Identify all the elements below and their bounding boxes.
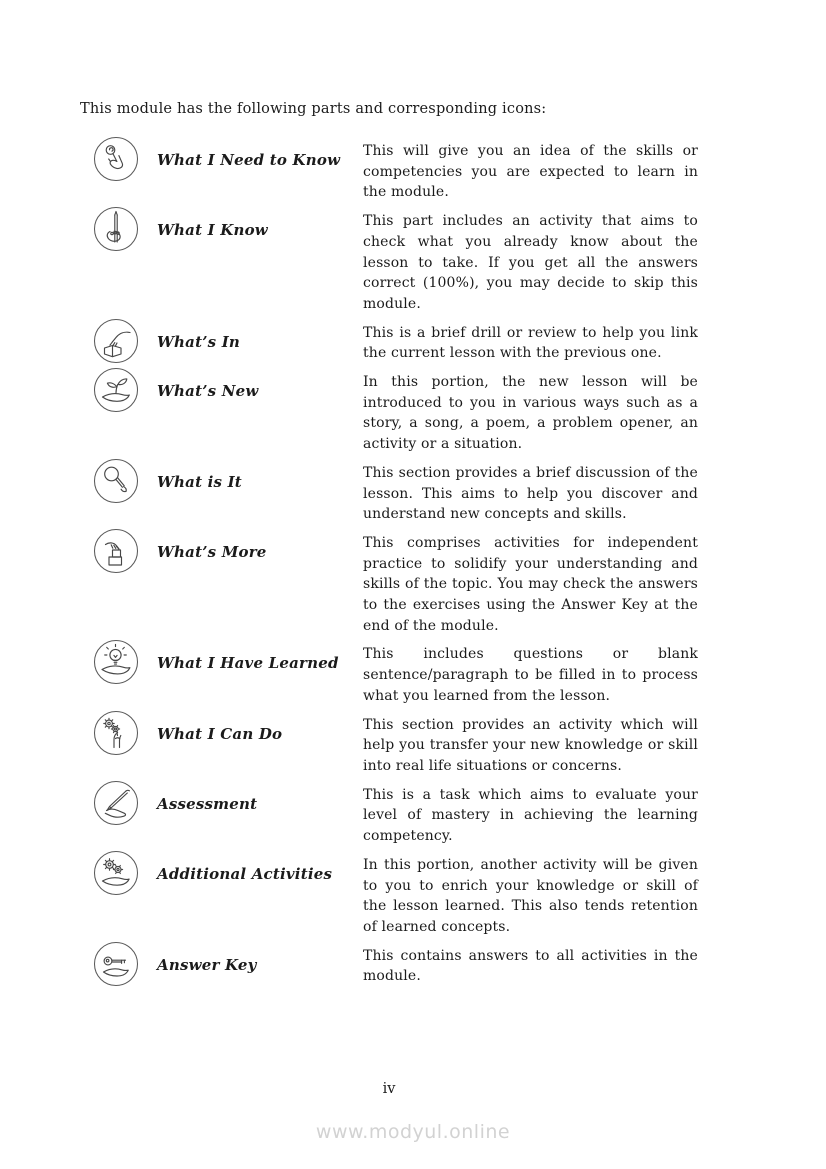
module-part-description: This part includes an activity that aims to check what you already know about the lesson to take. If you get all the answers correct (100%), you may decide to skip this module.	[363, 213, 698, 312]
module-part-row	[80, 785, 698, 847]
module-part-row	[80, 211, 698, 315]
lightbulb-on-palm-icon	[80, 639, 157, 685]
hand-with-gears-icon	[80, 710, 157, 756]
hand-holding-pencil-icon	[80, 206, 157, 252]
hand-writing-pen-icon	[80, 780, 157, 826]
module-part-description: This is a task which aims to evaluate your level of mastery in achieving the learning competency.	[363, 786, 698, 845]
module-part-description: This section provides an activity which will help you transfer your new knowledge or skill into real life situations or concerns.	[363, 716, 698, 774]
page-number: iv	[382, 1081, 396, 1097]
module-part-description: In this portion, another activity will be given to you to enrich your knowledge or skill of the lesson learned. This also tends retention of learned concepts.	[363, 856, 698, 935]
module-part-description: This is a brief drill or review to help you link the current lesson with the previous one.	[363, 324, 698, 362]
gears-on-palm-icon	[80, 850, 157, 896]
module-part-description: This includes questions or blank sentence/paragraph to be filled in to process what you learned from the lesson.	[363, 646, 698, 704]
module-part-title: Additional Activities	[157, 864, 333, 883]
module-part-row	[80, 141, 698, 203]
module-part-title: Assessment	[157, 794, 258, 813]
module-part-title: What I Need to Know	[157, 151, 341, 169]
module-part-description: This comprises activities for independent practice to solidify your understanding and skills of the topic. You may check the answers to the exercises using the Answer Key at the end of the module.	[363, 534, 698, 634]
module-part-title: Answer Key	[157, 955, 257, 974]
key-on-palm-icon	[80, 941, 157, 987]
intro-text: This module has the following parts and corresponding icons:	[80, 101, 547, 117]
module-part-title: What I Can Do	[157, 724, 283, 743]
module-part-title: What’s More	[157, 542, 267, 561]
module-part-title: What is It	[157, 472, 242, 491]
module-part-row	[80, 533, 698, 637]
module-part-row	[80, 644, 698, 706]
module-part-description: This section provides a brief discussion of the lesson. This aims to help you discover and understand new concepts and skills.	[363, 464, 698, 523]
module-part-description: This contains answers to all activities in the module.	[363, 947, 698, 985]
module-part-row	[80, 946, 698, 987]
module-part-row	[80, 463, 698, 525]
hand-tap-icon	[80, 136, 157, 182]
module-part-title: What I Have Learned	[157, 654, 339, 673]
module-part-row	[80, 715, 698, 777]
hand-holding-sprout-icon	[80, 367, 157, 413]
module-part-row	[80, 855, 698, 938]
module-part-row	[80, 372, 698, 455]
module-part-title: What’s New	[157, 382, 259, 401]
module-part-description: In this portion, the new lesson will be introduced to you in various ways such as a story, a song, a poem, a problem opener, an activity or a situation.	[363, 374, 698, 453]
watermark-text: www.modyul.online	[315, 1121, 511, 1143]
module-part-description: This will give you an idea of the skills or competencies you are expected to learn in the module.	[363, 143, 698, 201]
hand-stacking-blocks-icon	[80, 528, 157, 574]
page-content	[80, 99, 698, 995]
hand-reaching-into-box-icon	[80, 318, 157, 364]
module-part-title: What I Know	[157, 221, 268, 240]
magnifying-glass-icon	[80, 458, 157, 504]
module-parts-list	[80, 141, 698, 987]
module-part-title: What’s In	[157, 332, 241, 351]
module-part-row	[80, 323, 698, 364]
